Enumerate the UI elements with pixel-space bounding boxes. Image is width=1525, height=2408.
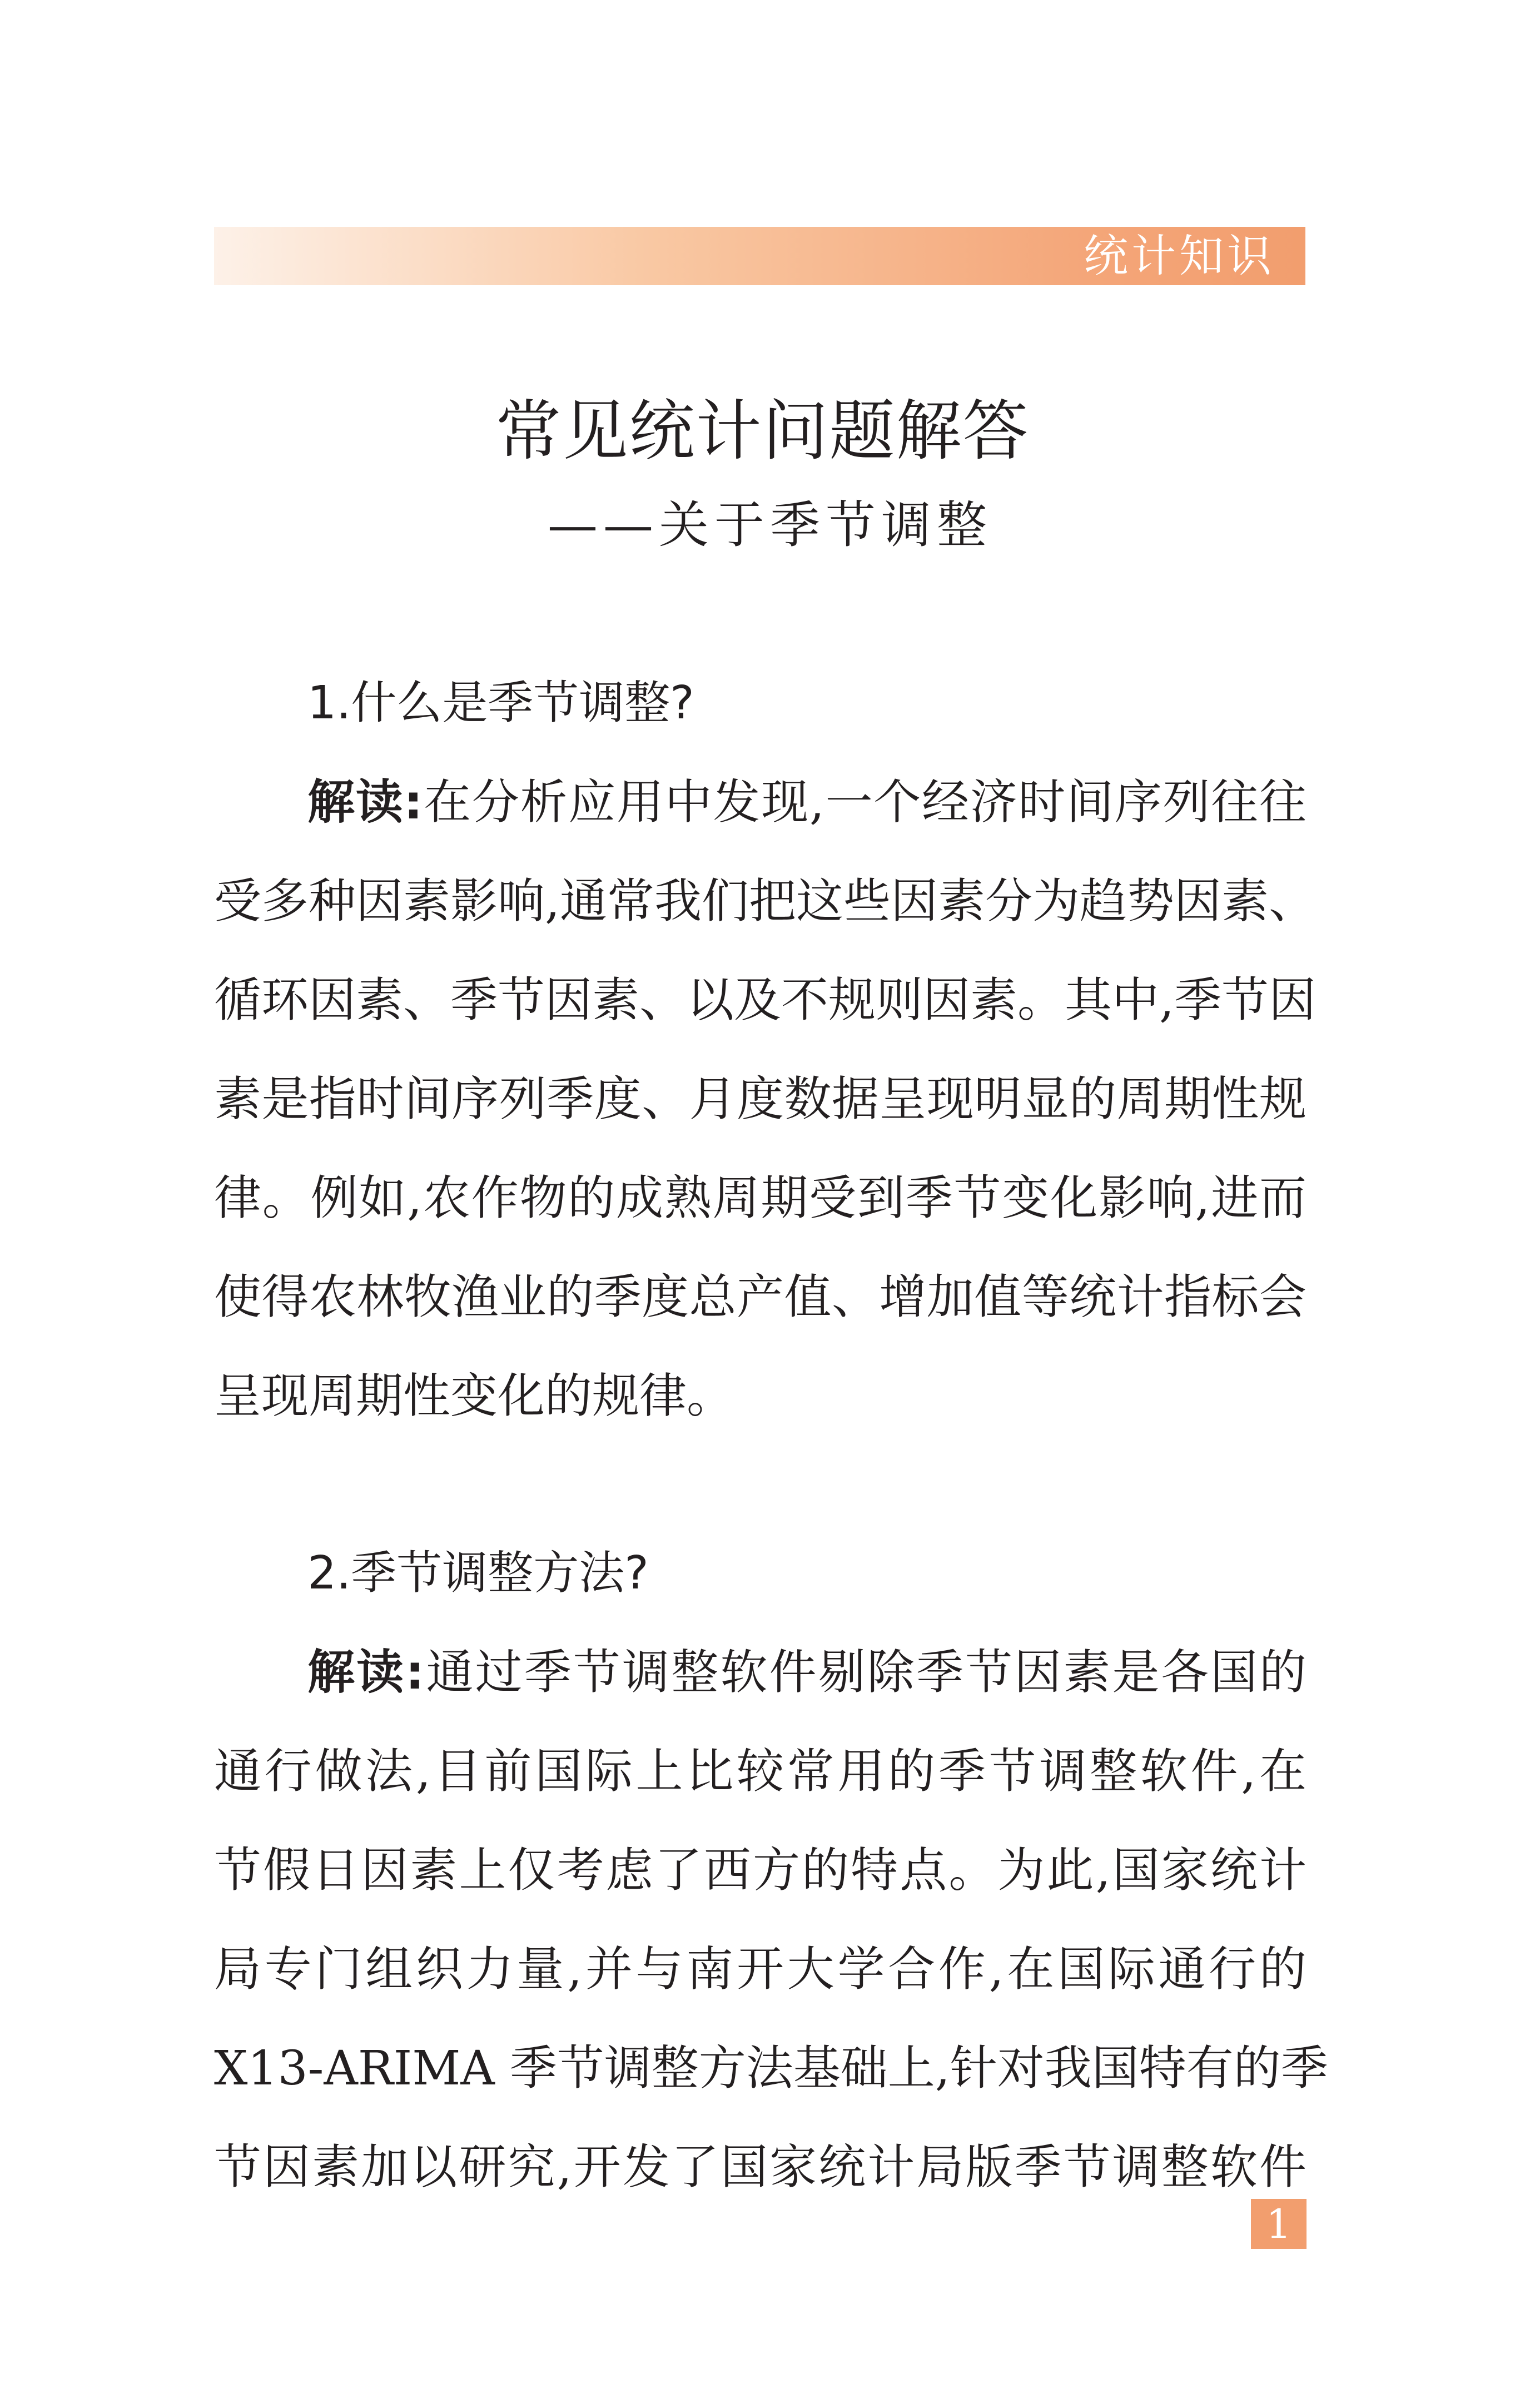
section-2-heading: 2.季节调整方法? [307,1547,649,1600]
page-title: 常见统计问题解答 [495,393,1030,469]
paragraph-line: 节假日因素上仅考虑了西方的特点。为此,国家统计 [214,1843,1307,1898]
paragraph-line: 受多种因素影响,通常我们把这些因素分为趋势因素、 [214,874,1317,929]
paragraph-line: 循环因素、季节因素、以及不规则因素。其中,季节因 [214,973,1317,1028]
page-subtitle: ——关于季节调整 [548,496,992,554]
paragraph-line: 律。例如,农作物的成熟周期受到季节变化影响,进而 [214,1171,1307,1226]
paragraph-line: 局专门组织力量,并与南开大学合作,在国际通行的 [214,1942,1307,1997]
section-1-paragraph [214,753,1317,1446]
paragraph-line: 解读:在分析应用中发现,一个经济时间序列往往 [307,775,1307,830]
paragraph-line: 通行做法,目前国际上比较常用的季节调整软件,在 [214,1744,1307,1799]
header-band [214,227,1305,285]
paragraph-line: 节因素加以研究,开发了国家统计局版季节调整软件 [214,2140,1307,2195]
lead-label: 解读: [307,775,423,830]
paragraph-line: 呈现周期性变化的规律。 [214,1369,734,1424]
paragraph-line: 使得农林牧渔业的季度总产值、增加值等统计指标会 [214,1270,1307,1325]
lead-label: 解读: [307,1645,425,1700]
section-category-label: 统计知识 [1084,230,1275,282]
paragraph-line: 解读:通过季节调整软件剔除季节因素是各国的 [307,1645,1307,1700]
page-number: 1 [1251,2199,1307,2249]
section-1-heading: 1.什么是季节调整? [307,677,694,729]
paragraph-line: X13-ARIMA 季节调整方法基础上,针对我国特有的季 [214,2041,1328,2096]
section-2-paragraph [214,1623,1328,2217]
paragraph-line: 素是指时间序列季度、月度数据呈现明显的周期性规 [214,1072,1307,1127]
